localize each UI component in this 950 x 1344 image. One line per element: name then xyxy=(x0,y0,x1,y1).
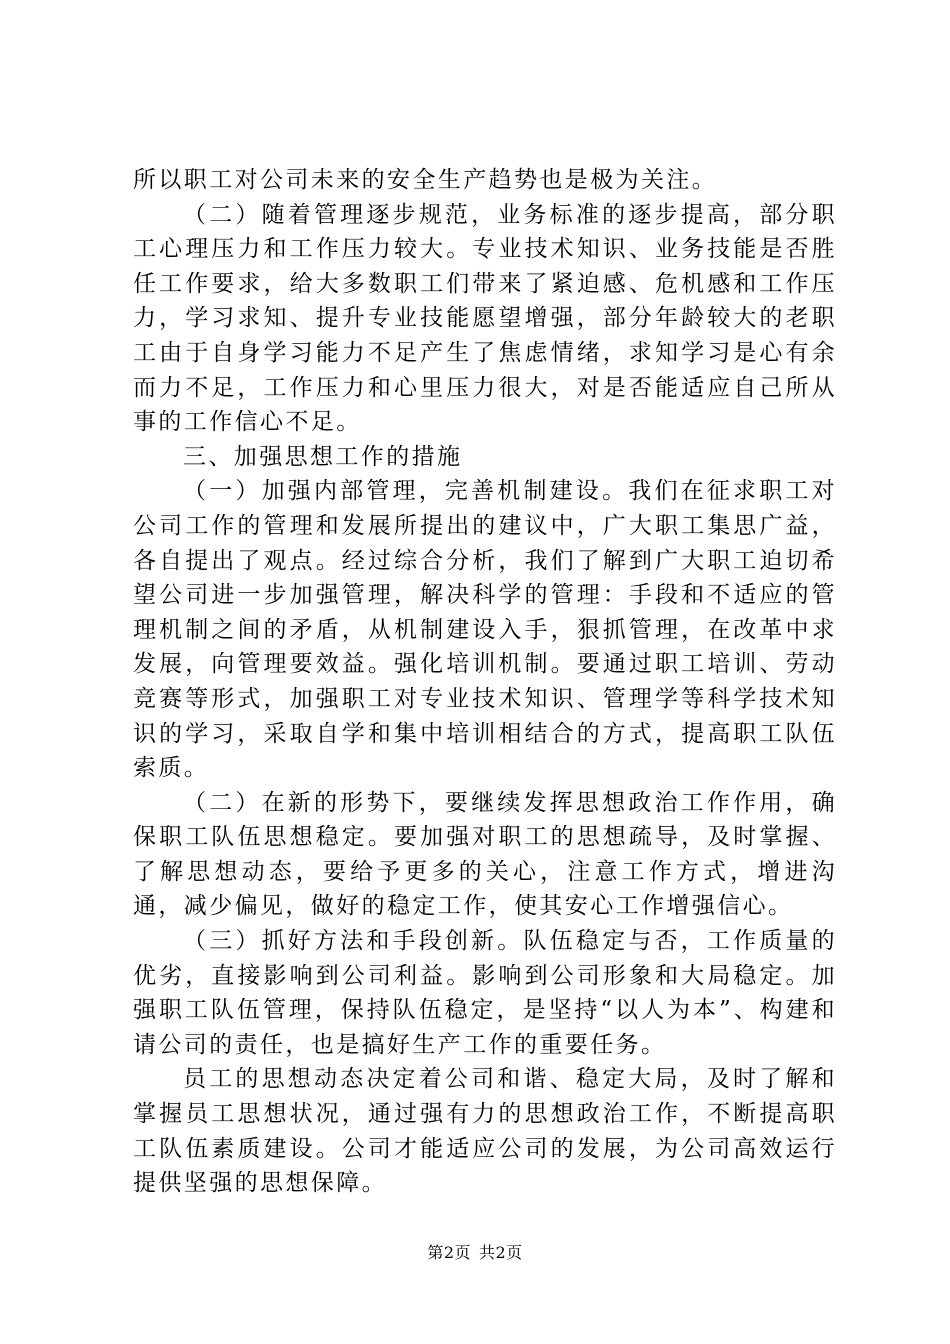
paragraph-conclusion: 员工的思想动态决定着公司和谐、稳定大局，及时了解和掌握员工思想状况，通过强有力的思想政治工作，不断提高职工队伍素质建设。公司才能适应公司的发展，为公司高效运行提供坚强的思想保障。 xyxy=(133,1066,837,1197)
paragraph-continuation: 所以职工对公司未来的安全生产趋势也是极为关注。 xyxy=(133,167,718,193)
page-total: 共2页 xyxy=(479,1243,523,1262)
document-body xyxy=(133,163,837,1201)
paragraph-measure-2: （二）在新的形势下，要继续发挥思想政治工作作用，确保职工队伍思想稳定。要加强对职工的思想疏导，及时掌握、了解思想动态，要给予更多的关心，注意工作方式，增进沟通，减少偏见，做好的稳定工作，使其安心工作增强信心。 xyxy=(133,789,837,920)
section-heading: 三、加强思想工作的措施 xyxy=(183,443,463,470)
page-number: 第2页 xyxy=(427,1243,471,1262)
paragraph-measure-3: （三）抓好方法和手段创新。队伍稳定与否，工作质量的优劣，直接影响到公司利益。影响到公司形象和大局稳定。加强职工队伍管理，保持队伍稳定，是坚持“以人为本”、构建和请公司的责任，也是搞好生产工作的重要任务。 xyxy=(133,928,837,1058)
page-footer xyxy=(0,1243,950,1263)
paragraph-measure-1: （一）加强内部管理，完善机制建设。我们在征求职工对公司工作的管理和发展所提出的建议中，广大职工集思广益，各自提出了观点。经过综合分析，我们了解到广大职工迫切希望公司进一步加强管理，解决科学的管理：手段和不适应的管理机制之间的矛盾，从机制建设入手，狠抓管理，在改革中求发展，向管理要效益。强化培训机制。要通过职工培训、劳动竞赛等形式，加强职工对专业技术知识、管理学等科学技术知识的学习，采取自学和集中培训相结合的方式，提高职工队伍索质。 xyxy=(133,478,837,782)
paragraph-pressure: （二）随着管理逐步规范，业务标准的逐步提高，部分职工心理压力和工作压力较大。专业技术知识、业务技能是否胜任工作要求，给大多数职工们带来了紧迫感、危机感和工作压力，学习求知、提升专业技能愿望增强，部分年龄较大的老职工由于自身学习能力不足产生了焦虑情绪，求知学习是心有余而力不足，工作压力和心里压力很大，对是否能适应自己所从事的工作信心不足。 xyxy=(133,201,837,436)
